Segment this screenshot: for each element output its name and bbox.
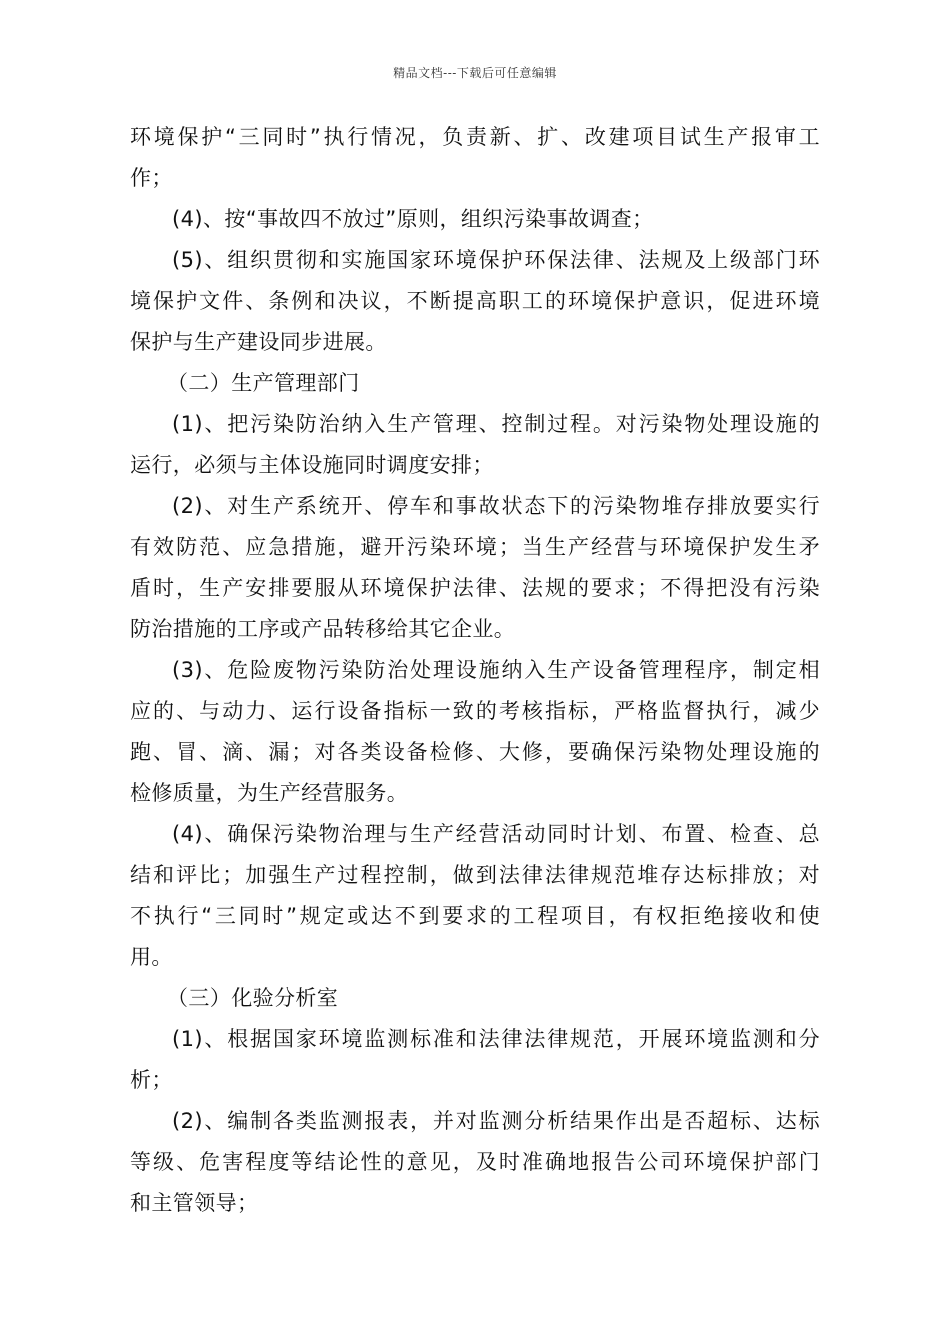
paragraph-line: 有效防范、应急措施，避开污染环境；当生产经营与环境保护发生矛 bbox=[130, 535, 820, 559]
paragraph-line: 结和评比；加强生产过程控制，做到法律法律规范堆存达标排放；对 bbox=[130, 863, 820, 887]
paragraph-line: 等级、危害程度等结论性的意见，及时准确地报告公司环境保护部门 bbox=[130, 1150, 820, 1174]
paragraph-line: 运行，必须与主体设施同时调度安排； bbox=[130, 453, 494, 477]
section-heading: （三）化验分析室 bbox=[167, 986, 339, 1010]
paragraph-line: 环境保护“三同时”执行情况，负责新、扩、改建项目试生产报审工 bbox=[130, 125, 820, 149]
section-heading: （二）生产管理部门 bbox=[167, 371, 360, 395]
paragraph-line: 析； bbox=[130, 1068, 173, 1092]
list-item-line: (1)、根据国家环境监测标准和法律法律规范，开展环境监测和分 bbox=[172, 1027, 820, 1051]
paragraph-line: 保护与生产建设同步进展。 bbox=[130, 330, 387, 354]
list-item-line: (5)、组织贯彻和实施国家环境保护环保法律、法规及上级部门环 bbox=[172, 248, 820, 272]
paragraph-line: 境保护文件、条例和决议，不断提高职工的环境保护意识，促进环境 bbox=[130, 289, 820, 313]
paragraph-line: 防治措施的工序或产品转移给其它企业。 bbox=[130, 617, 516, 641]
list-item-line: (4)、确保污染物治理与生产经营活动同时计划、布置、检查、总 bbox=[172, 822, 820, 846]
page-header: 精品文档---下载后可任意编辑 bbox=[393, 66, 557, 80]
list-item-line: (4)、按“事故四不放过”原则，组织污染事故调查； bbox=[172, 207, 654, 231]
paragraph-line: 和主管领导； bbox=[130, 1191, 259, 1215]
list-item-line: (2)、对生产系统开、停车和事故状态下的污染物堆存排放要实行 bbox=[172, 494, 820, 518]
list-item-line: (1)、把污染防治纳入生产管理、控制过程。对污染物处理设施的 bbox=[172, 412, 820, 436]
paragraph-line: 不执行“三同时”规定或达不到要求的工程项目，有权拒绝接收和使 bbox=[130, 904, 820, 928]
paragraph-line: 盾时，生产安排要服从环境保护法律、法规的要求；不得把没有污染 bbox=[130, 576, 820, 600]
paragraph-line: 用。 bbox=[130, 945, 173, 969]
paragraph-line: 作； bbox=[130, 166, 173, 190]
paragraph-line: 跑、冒、滴、漏；对各类设备检修、大修，要确保污染物处理设施的 bbox=[130, 740, 820, 764]
document-body bbox=[130, 117, 820, 1224]
paragraph-line: 应的、与动力、运行设备指标一致的考核指标，严格监督执行，减少 bbox=[130, 699, 820, 723]
list-item-line: (3)、危险废物污染防治处理设施纳入生产设备管理程序，制定相 bbox=[172, 658, 820, 682]
paragraph-line: 检修质量，为生产经营服务。 bbox=[130, 781, 409, 805]
list-item-line: (2)、编制各类监测报表，并对监测分析结果作出是否超标、达标 bbox=[172, 1109, 820, 1133]
